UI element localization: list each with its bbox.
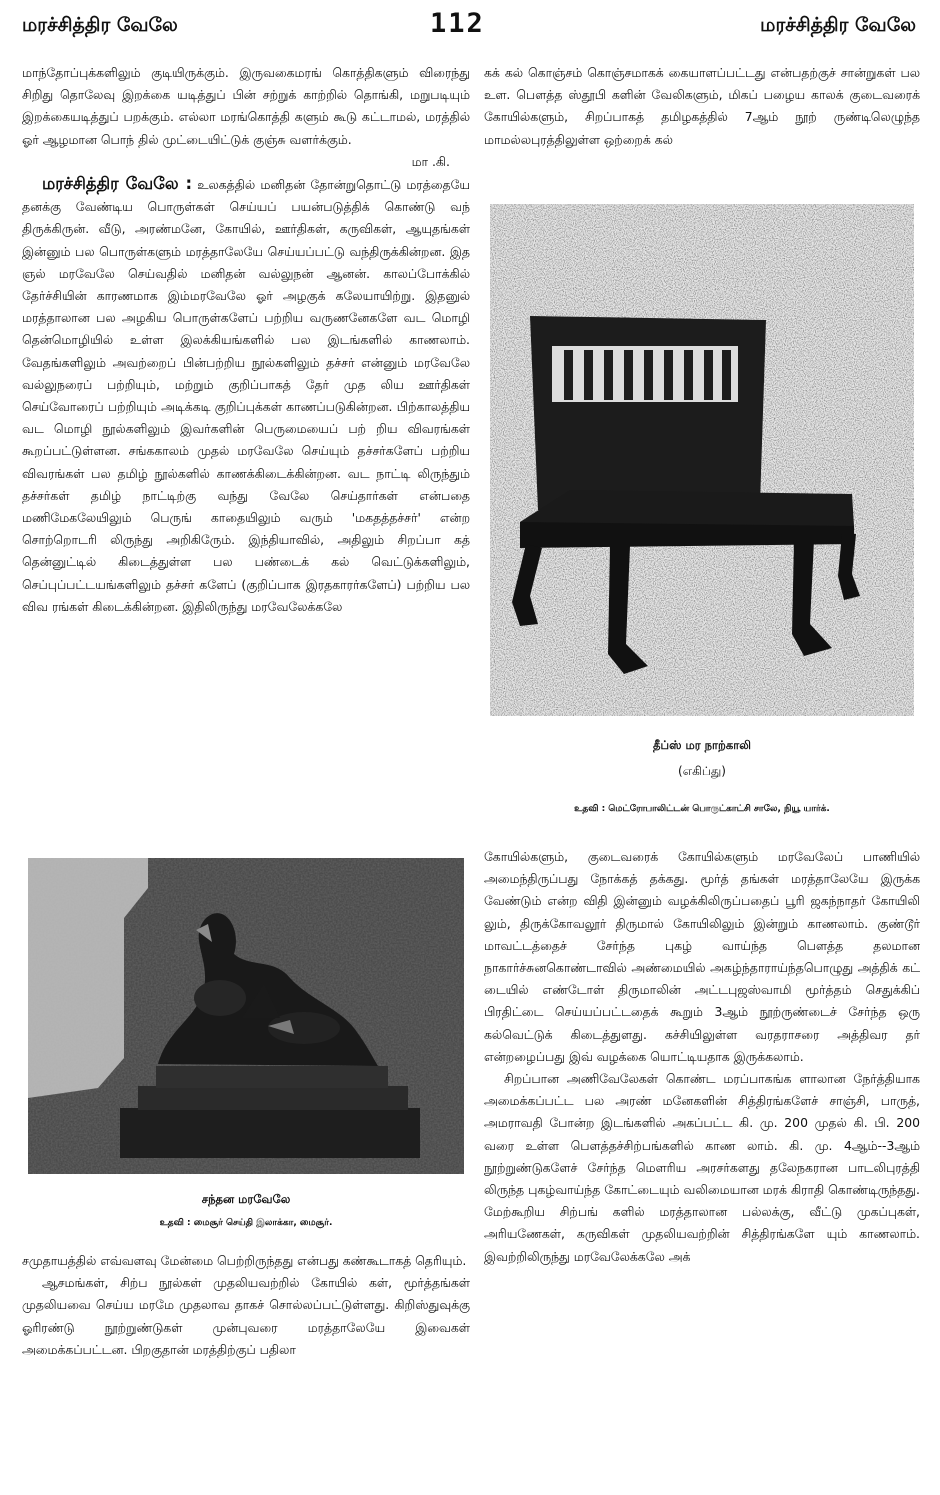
entry-paragraph [22,173,470,618]
sandalwood-photo [28,858,464,1174]
right-column-top [484,62,920,174]
page-number: 112 [430,8,485,39]
right-bottom-para-2: சிறப்பான அணிவேலேகள் கொண்ட மரப்பாகங்க ளாலான நேர்த்தியாக அமைக்கப்பட்ட பல அரண் மனேகளின் சித்திரங்களேச் சாஞ்சி, பாருத், அமராவதி போன்ற இடங்களில் அகப்பட்ட கி. மு. 200 முதல் கி. பி. 200 வரை உள்ள பௌத்தச்சிற்பங்களில் காண லாம். கி. மு. 4ஆம்--3ஆம் நூற்றுண்டுகளேச் சேர்ந்த மௌரிய அரசர்களது தலேநகரான பாடலிபுரத்தி லிருந்த புகழ்வாய்ந்த கோட்டையும் வலிமையான மரக் கிராதி கொண்டிருந்தது. மேற்கூறிய சிற்பங் களில் மரத்தாலான பல்லக்கு, வீட்டு முகப்புகள், அரியணேகள், கருவிகள் முதலியவற்றின் சித்திரங்களே யும் காணலாம். இவற்றிலிருந்து மரவேலேக்கலே அக் [484,1071,920,1264]
page-header [0,8,940,44]
sandalwood-figure [22,856,470,1236]
chair-figure [484,200,920,830]
chair-caption-credit: உதவி : மெட்ரோபாலிட்டன் பொருட்காட்சி சாலே, நியூ யார்க். [574,804,830,814]
right-bottom-para-1: கோயில்களும், குடைவரைக் கோயில்களும் மரவேலேப் பாணியில் அமைந்திருப்பது நோக்கத் தக்கது. மூர்த் தங்கள் மரத்தாலேயே இருக்க வேண்டும் என்ற விதி இன்னும் வழக்கிலிருப்பதைப் பூரி ஜகந்நாதர் கோயிலி லும், திருக்கோவலூர் திருமால் கோயிலிலும் இன்றும் காணலாம். குண்டூர் மாவட்டத்தைச் சேர்ந்த புகழ் வாய்ந்த பௌத்த தலமான நாகார்ச்சுனகொண்டாவில் அண்மையில் அகழ்ந்தாராய்ந்தபொழுது அத்திக் கட் டையில் எண்டோள் திருமாலின் அட்டபுஜஸ்வாமி மூர்த்தம் செதுக்கிப் பிரதிட்டை செய்யப்பட்டதைக் கூறும் 3ஆம் நூற்ருண்டைச் சேர்ந்த ஒரு கல்வெட்டுக் கிடைத்துளது. கச்சியிலுள்ள வரதராசரை அத்திவர தர் என்றழைப்பது இவ் வழக்கை யொட்டியதாக இருக்கலாம். [484,849,920,1064]
left-column-bottom [22,1250,470,1480]
left-column-top [22,62,470,834]
entry-body: உலகத்தில் மனிதன் தோன்றுதொட்டு மரத்தையே தனக்கு வேண்டிய பொருள்கள் செய்யப் பயன்படுத்திக் கொண்டு வந் திருக்கிருன். வீடு, அரண்மனே, கோயில், ஊர்திகள், கருவிகள், ஆயுதங்கள் இன்னும் பல பொருள்களும் மரத்தாலேயே செய்யப்பட்டு வந்திருக்கின்றன. இத ஞல் மரவேலே செய்வதில் மனிதன் வல்லுநன் ஆனன். காலப்போக்கில் தேர்ச்சியின் காரணமாக இம்மரவேலே ஓர் அழகுக் கலேயாயிற்று. இதனுல் மரத்தாலான பல அழகிய பொருள்களேப் பற்றிய வருணனேகளே வட மொழி தென்மொழியில் உள்ள இலக்கியங்களில் பல இடங்களில் காணலாம். வேதங்களிலும் அவற்றைப் பின்பற்றிய நூல்களிலும் தச்சர் என்னும் மரவேலே வல்லுநரைப் பற்றியும், மற்றும் குறிப்பாகத் தேர் முத லிய ஊர்திகள் செய்வோரைப் பற்றியும் அடிக்கடி குறிப்புக்கள் காணப்படுகின்றன. பிற்காலத்திய வட மொழி நூல்களிலும் இவர்களின் பெருமையைப் பற் றிய விவரங்கள் கூறப்பட்டுள்ளன. சங்ககாலம் முதல் மரவேலே செய்யும் தச்சர்களேப் பற்றிய விவரங்கள் பல தமிழ் நூல்களில் காணக்கிடைக்கின்றன. வட நாட்டி லிருந்தும் தச்சர்கள் தமிழ் நாட்டிற்கு வந்து வேலே செய்தார்கள் என்பதை மணிமேகலேயிலும் பெருங் காதையிலும் வரும் 'மகதத்தச்சர்' என்ற சொற்றொடரி லிருந்து அறிகிருேம். இந்தியாவில், அதிலும் சிறப்பா கத் தென்னுட்டில் கிடைத்துள்ள பல பண்டைக் கல் வெட்டுக்களிலும், செப்புப்பட்டயங்களிலும் தச்சர் களேப் (குறிப்பாக இரதகாரர்களேப்) பற்றிய பல விவ ரங்கள் கிடைக்கின்றன. இதிலிருந்து மரவேலேக்கலே [22,177,470,614]
sandalwood-carving-illustration [28,858,464,1174]
running-head-right: மரச்சித்திர வேலே [760,14,916,36]
chair-caption-subtitle: (எகிப்து) [678,764,726,778]
chair-photo [490,204,914,716]
chair-illustration [490,204,914,716]
previous-entry-signature: மா .கி. [411,153,450,169]
sandalwood-caption-credit: உதவி : மைசூர் செய்தி இலாக்கா, மைசூர். [159,1218,333,1228]
right-column-bottom [484,846,920,1482]
chair-caption-title: தீப்ஸ் மர நாற்காலி [653,738,751,752]
right-top-text: கக் கல் கொஞ்சம் கொஞ்சமாகக் கையாளப்பட்டது என்பதற்குச் சான்றுகள் பல உள. பௌத்த ஸ்தூபி களின் வேலிகளும், மிகப் பழைய காலக் குடைவரைக் கோயில்களும், சிறப்பாகத் தமிழகத்தில் 7ஆம் நூற் ருண்டிலெழுந்த மாமல்லபுரத்திலுள்ள ஒற்றைக் கல் [484,65,920,147]
sandalwood-caption-title: சந்தன மரவேலே [201,1192,291,1206]
left-bottom-para-2: ஆசமங்கள், சிற்ப நூல்கள் முதலியவற்றில் கோயில் கள், மூர்த்தங்கள் முதலியவை செய்ய மரமே முதலாவ தாகச் சொல்லப்பட்டுள்ளது. கிறிஸ்துவுக்கு ஓரிரண்டு நூற்றுண்டுகள் முன்புவரை மரத்தாலேயே இவைகள் அமைக்கப்பட்டன. பிறகுதான் மரத்திற்குப் பதிலா [22,1275,470,1357]
running-head-left: மரச்சித்திர வேலே [22,14,178,36]
previous-entry-text: மாந்தோப்புக்களிலும் குடியிருக்கும். இருவகைமரங் கொத்திகளும் விரைந்து சிறிது தொலேவு இறக்கை யடித்துப் பின் சற்றுக் காற்றில் தொங்கி, மறுபடியும் இறக்கையடித்துப் பறக்கும். எல்லா மரங்கொத்தி களும் கூடு கட்டாமல், மரத்தில் ஓர் ஆழமான பொந் தில் முட்டையிட்டுக் குஞ்சு வளர்க்கும். [22,65,470,147]
left-bottom-para-1: சமுதாயத்தில் எவ்வளவு மேன்மை பெற்றிருந்தது என்பது கண்கூடாகத் தெரியும். [22,1253,467,1268]
entry-title: மரச்சித்திர வேலே : [42,174,193,194]
